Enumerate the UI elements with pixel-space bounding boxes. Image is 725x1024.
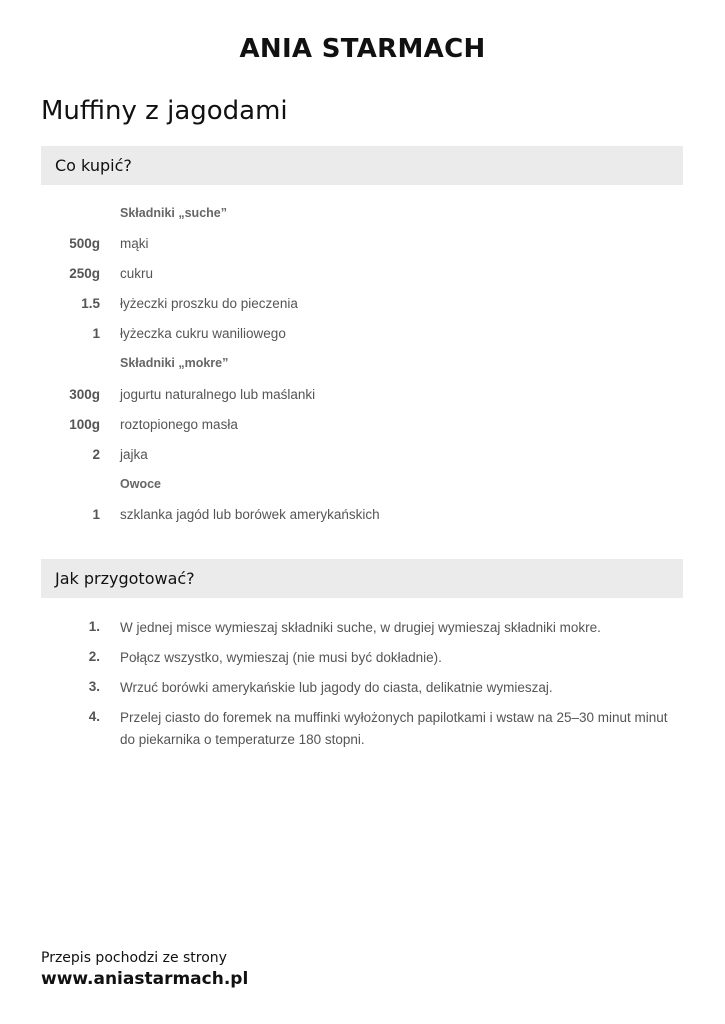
ingredient-name: Składniki „suche”	[120, 206, 227, 220]
ingredients-section-heading: Co kupić?	[55, 156, 132, 175]
ingredient-group-header	[0, 350, 725, 380]
footer-website-link[interactable]: www.aniastarmach.pl	[41, 969, 249, 989]
recipe-title: Muffiny z jagodami	[41, 96, 288, 126]
ingredient-row	[0, 290, 725, 320]
ingredient-name: łyżeczka cukru waniliowego	[120, 326, 286, 342]
preparation-steps-list	[0, 617, 725, 759]
ingredient-name: mąki	[120, 236, 149, 252]
preparation-step	[0, 707, 725, 751]
ingredient-qty: 1	[92, 506, 100, 522]
ingredient-name: Składniki „mokre”	[120, 356, 229, 371]
ingredient-row	[0, 381, 725, 411]
step-text: Połącz wszystko, wymieszaj (nie musi być dokładnie).	[120, 650, 442, 665]
ingredient-qty: 300g	[69, 386, 100, 402]
ingredient-name: roztopionego masła	[120, 416, 238, 432]
ingredient-group-header	[0, 200, 725, 230]
ingredient-qty: 2	[92, 446, 100, 462]
ingredient-row	[0, 320, 725, 350]
step-text: Przelej ciasto do foremek na muffinki wyłożonych papilotkami i wstaw na 25–30 minut minut do piekarnika o temperaturze 180 stopni.	[120, 710, 668, 747]
ingredient-qty: 1.5	[81, 296, 100, 312]
ingredient-qty: 500g	[69, 236, 100, 252]
ingredient-name: Owoce	[120, 476, 161, 491]
ingredient-row	[0, 411, 725, 441]
ingredient-name: szklanka jagód lub borówek amerykańskich	[120, 506, 380, 522]
ingredient-name: łyżeczki proszku do pieczenia	[120, 296, 298, 312]
ingredient-row	[0, 230, 725, 260]
ingredient-qty: 250g	[69, 266, 100, 282]
ingredient-qty: 1	[92, 326, 100, 342]
brand-logo-text: ANIA STARMACH	[239, 34, 486, 64]
step-text: W jednej misce wymieszaj składniki suche, w drugiej wymieszaj składniki mokre.	[120, 620, 601, 635]
step-text: Wrzuć borówki amerykańskie lub jagody do ciasta, delikatnie wymieszaj.	[120, 680, 553, 695]
ingredient-group-header	[0, 471, 725, 501]
ingredient-qty: 100g	[69, 416, 100, 432]
step-number: 2.	[88, 649, 100, 664]
ingredient-row	[0, 441, 725, 471]
ingredient-name: jajka	[120, 446, 148, 462]
preparation-section-header	[41, 559, 683, 598]
ingredients-section-header	[41, 146, 683, 185]
ingredient-name: cukru	[120, 266, 154, 282]
ingredient-row	[0, 501, 725, 531]
ingredients-list	[0, 200, 725, 531]
preparation-step	[0, 617, 725, 639]
preparation-step	[0, 677, 725, 699]
ingredient-row	[0, 260, 725, 290]
preparation-section-heading: Jak przygotować?	[55, 569, 195, 588]
step-number: 4.	[88, 709, 100, 724]
step-number: 1.	[88, 619, 100, 634]
ingredient-name: jogurtu naturalnego lub maślanki	[120, 386, 316, 402]
preparation-step	[0, 647, 725, 669]
footer-source-label: Przepis pochodzi ze strony	[41, 950, 227, 966]
step-number: 3.	[88, 679, 100, 694]
